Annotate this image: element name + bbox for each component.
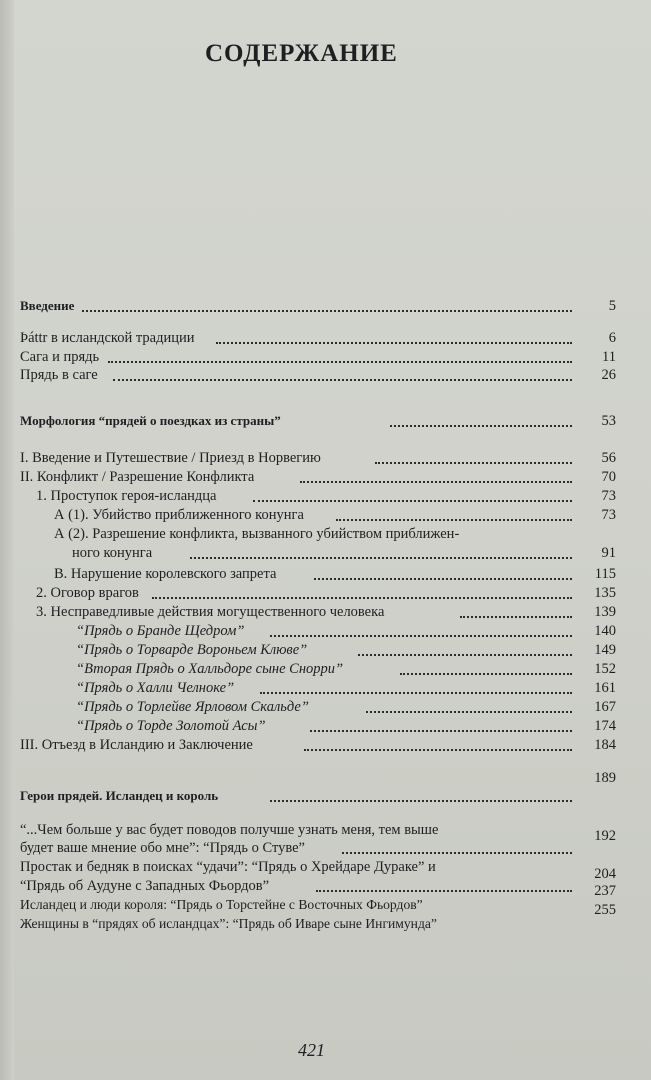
toc-entry-morphology xyxy=(20,412,620,430)
toc-page-number: 70 xyxy=(601,469,616,485)
toc-entry xyxy=(20,565,620,583)
toc-entry-title: А (1). Убийство приближенного конунга xyxy=(54,507,304,523)
toc-entry xyxy=(20,366,620,384)
leader-dots xyxy=(304,749,572,751)
leader-dots xyxy=(375,462,572,464)
toc-entry-title: Женщины в “прядях об исландцах”: “Прядь об Иваре сыне Ингимунда” xyxy=(20,916,437,931)
leader-dots xyxy=(270,635,572,637)
toc-page-number: 135 xyxy=(594,585,616,601)
toc-entry-title: “Прядь о Бранде Щедром” xyxy=(76,623,245,639)
toc-entry xyxy=(20,603,620,621)
toc-page-number: 140 xyxy=(594,623,616,639)
toc-page-number: 26 xyxy=(601,367,616,383)
toc-page-number: 189 xyxy=(594,770,616,786)
toc-entry xyxy=(20,487,620,505)
toc-page-number: 167 xyxy=(594,699,616,715)
toc-entry-title: Прядь в саге xyxy=(20,367,98,383)
toc-entry-title: Введение xyxy=(20,298,75,313)
toc-entry-title: “Прядь о Торде Золотой Асы” xyxy=(76,718,266,734)
leader-dots xyxy=(316,890,572,892)
page-number: 421 xyxy=(298,1040,325,1060)
toc-page-number: 204 xyxy=(594,866,616,882)
leader-dots xyxy=(342,852,572,854)
toc-entry-saga xyxy=(20,717,620,735)
toc-page-number: 174 xyxy=(594,718,616,734)
toc-entry-saga xyxy=(20,698,620,716)
toc-page-number: 53 xyxy=(601,413,616,429)
toc-title: СОДЕРЖАНИЕ xyxy=(205,40,398,67)
toc-entry-title: Сага и прядь xyxy=(20,349,100,365)
book-spine xyxy=(0,0,14,1080)
toc-entry-title: “Вторая Прядь о Халльдоре сыне Снорри” xyxy=(76,661,344,677)
toc-entry xyxy=(20,544,620,562)
toc-entry-saga xyxy=(20,641,620,659)
toc-entry-title: Герои прядей. Исландец и король xyxy=(20,788,219,803)
toc-entry-title: III. Отъезд в Исландию и Заключение xyxy=(20,737,253,753)
toc-entry-title-line1: А (2). Разрешение конфликта, вызванного убийством приближен- xyxy=(54,526,460,542)
leader-dots xyxy=(152,597,572,599)
leader-dots xyxy=(270,800,572,802)
toc-entry xyxy=(20,468,620,486)
leader-dots xyxy=(314,578,572,580)
toc-page-number: 139 xyxy=(594,604,616,620)
toc-page-number: 184 xyxy=(594,737,616,753)
leader-dots xyxy=(113,379,572,381)
leader-dots xyxy=(390,425,572,427)
toc-page-number: 192 xyxy=(594,828,616,844)
leader-dots xyxy=(460,616,572,618)
toc-page-number: 6 xyxy=(608,330,616,346)
toc-entry xyxy=(20,449,620,467)
leader-dots xyxy=(108,361,572,363)
toc-page-number: 11 xyxy=(602,349,616,365)
toc-entry-title: “Прядь об Аудуне с Западных Фьордов” xyxy=(20,878,270,894)
toc-entry-title: 2. Оговор врагов xyxy=(36,585,139,601)
toc-entry-saga xyxy=(20,679,620,697)
toc-entry xyxy=(20,584,620,602)
leader-dots xyxy=(366,711,572,713)
toc-entry xyxy=(20,329,620,347)
toc-entry xyxy=(20,506,620,524)
leader-dots xyxy=(400,673,572,675)
toc-entry-title: 3. Несправедливые действия могущественного человека xyxy=(36,604,385,620)
leader-dots xyxy=(310,730,572,732)
toc-entry-title: “Прядь о Торварде Вороньем Клюве” xyxy=(76,642,308,658)
toc-page-number: 5 xyxy=(608,298,616,314)
toc-entry-saga xyxy=(20,622,620,640)
leader-dots xyxy=(216,342,572,344)
toc-entry xyxy=(20,736,620,754)
toc-page-number: 255 xyxy=(594,902,616,918)
toc-entry-title: “Прядь о Торлейве Ярловом Скальде” xyxy=(76,699,309,715)
leader-dots xyxy=(253,500,572,502)
toc-page-number: 115 xyxy=(594,566,616,582)
leader-dots xyxy=(190,557,572,559)
leader-dots xyxy=(336,519,572,521)
toc-page-number: 73 xyxy=(601,488,616,504)
toc-page-number: 149 xyxy=(594,642,616,658)
toc-entry-heroes xyxy=(20,770,620,805)
toc-page-number: 91 xyxy=(601,545,616,561)
toc-entry-title: В. Нарушение королевского запрета xyxy=(54,566,277,582)
toc-entry-title: 1. Проступок героя-исландца xyxy=(36,488,217,504)
toc-entry-title: будет ваше мнение обо мне”: “Прядь о Стуве” xyxy=(20,840,305,856)
leader-dots xyxy=(82,310,572,312)
leader-dots xyxy=(300,481,572,483)
toc-entry-title-line1: Простак и бедняк в поисках “удачи”: “Прядь о Хрейдаре Дураке” и xyxy=(20,859,436,875)
toc-page-number: 56 xyxy=(601,450,616,466)
toc-entry-saga xyxy=(20,660,620,678)
toc-entry-intro xyxy=(20,297,620,315)
toc-entry-title-line1: “...Чем больше у вас будет поводов получше узнать меня, тем выше xyxy=(20,822,439,838)
toc-entry-title: Исландец и люди короля: “Прядь о Торстейне с Восточных Фьордов” xyxy=(20,897,423,912)
toc-page-number: 73 xyxy=(601,507,616,523)
toc-entry-title: Морфология “прядей о поездках из страны” xyxy=(20,413,281,428)
toc-page-number: 237 xyxy=(594,883,616,899)
toc-page-number: 152 xyxy=(594,661,616,677)
toc-entry-title: “Прядь о Халли Челноке” xyxy=(76,680,235,696)
toc-entry-title: I. Введение и Путешествие / Приезд в Норвегию xyxy=(20,450,321,466)
toc-page-number: 161 xyxy=(594,680,616,696)
toc-entry-title: ного конунга xyxy=(72,545,153,561)
leader-dots xyxy=(260,692,572,694)
toc-entry-title: II. Конфликт / Разрешение Конфликта xyxy=(20,469,255,485)
toc-entry xyxy=(20,348,620,366)
leader-dots xyxy=(358,654,572,656)
toc-entry-title: Þáttr в исландской традиции xyxy=(20,330,195,346)
